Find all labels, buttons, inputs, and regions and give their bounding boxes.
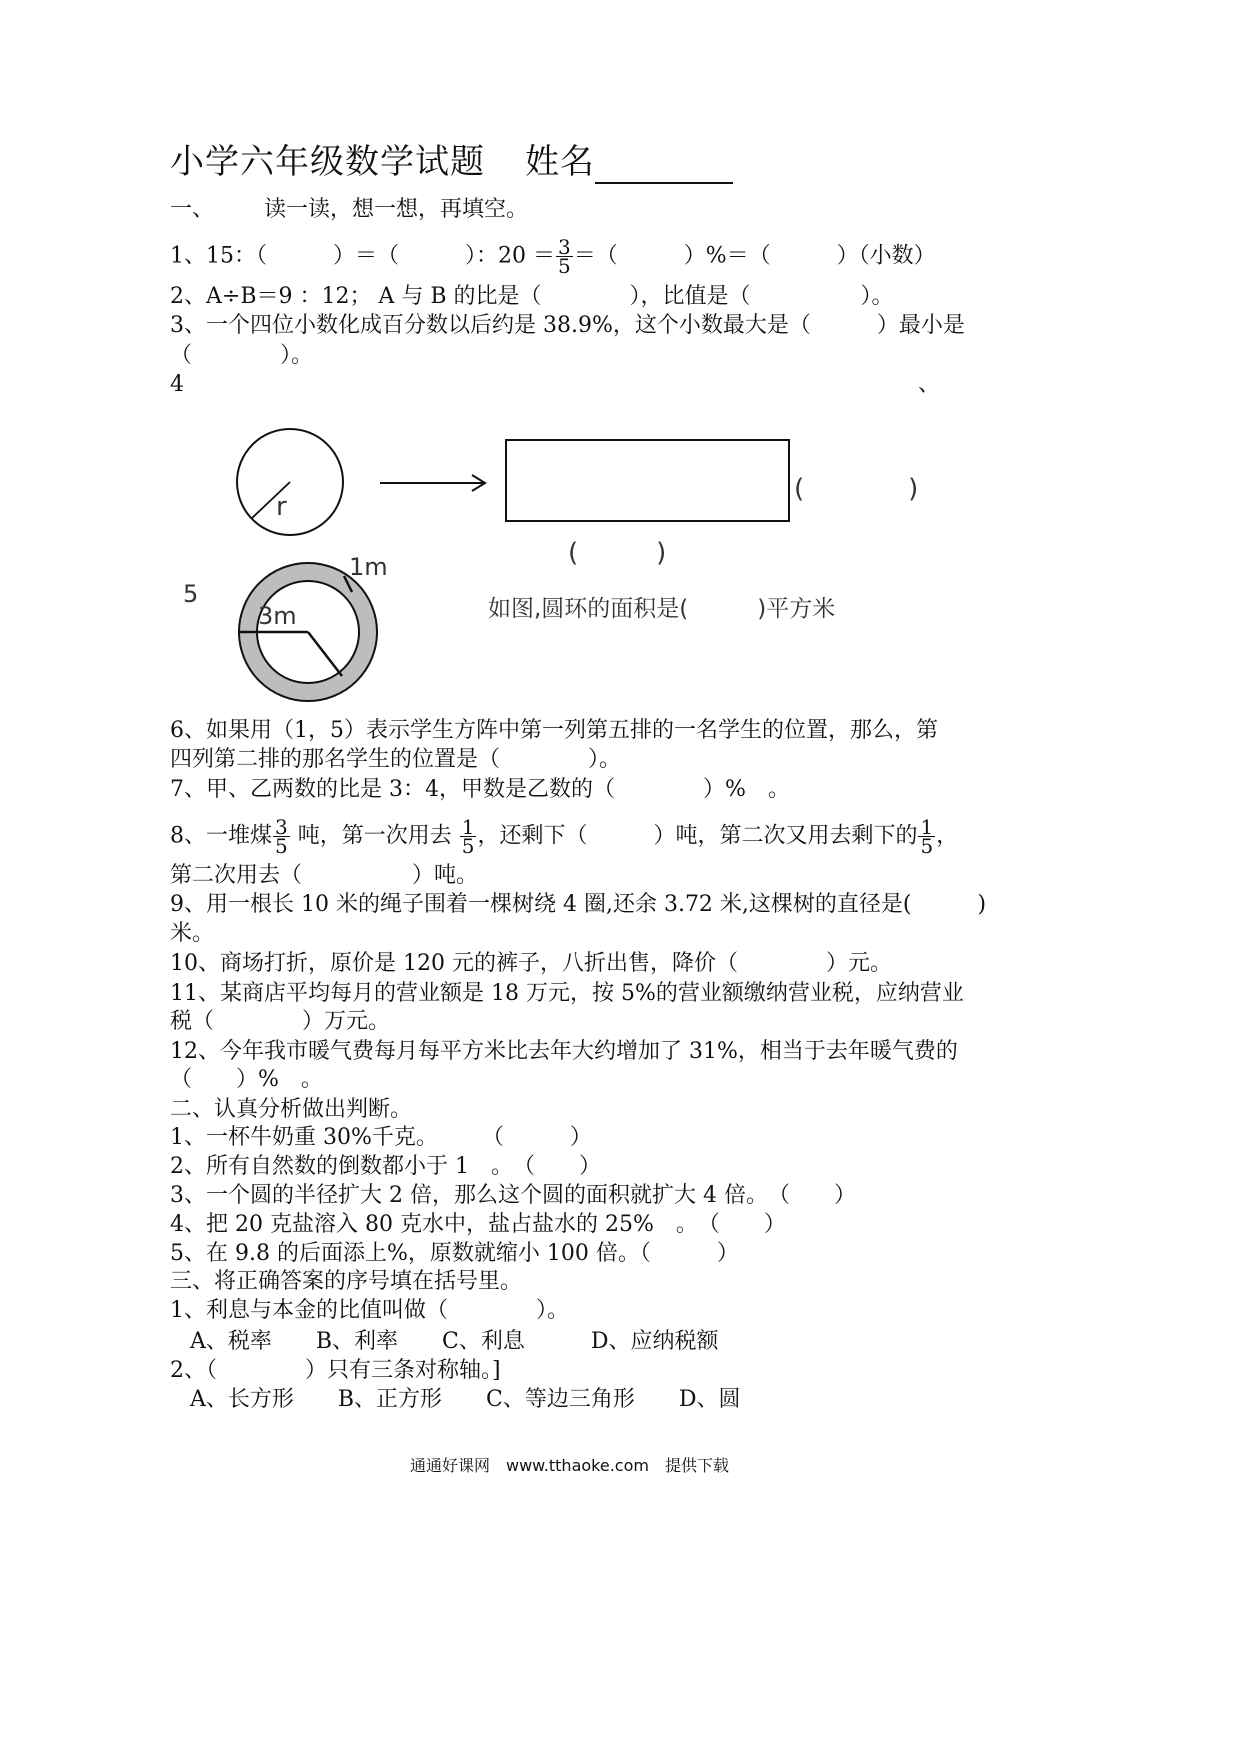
- question-8-text-c: ，还剩下（ ）吨，第二次又用去剩下的: [477, 823, 918, 849]
- judgment-2: 2、所有自然数的倒数都小于 1 。 （ ）: [170, 1154, 601, 1179]
- question-10: 10、商场打折，原价是 120 元的裤子，八折出售，降价（ ）元。: [170, 951, 892, 976]
- fraction-numerator: 3: [275, 815, 288, 839]
- fraction-denominator: 5: [461, 834, 475, 858]
- question-11-line-2: 税（ ）万元。: [170, 1009, 391, 1034]
- outer-radius-line: [308, 632, 342, 676]
- title-text: 小学六年级数学试题: [170, 142, 485, 182]
- question-2: 2、A÷B＝9 ：12； A 与 B 的比是（ ），比值是（ ）。: [170, 284, 894, 309]
- question-4-mark: 、: [918, 372, 941, 397]
- section-3-heading: 三、将正确答案的序号填在括号里。: [170, 1269, 523, 1294]
- fraction-numerator: 1: [461, 815, 475, 839]
- question-8-text-b: 吨，第一次用去: [290, 823, 459, 849]
- judgment-1: 1、一杯牛奶重 30%千克。 （ ）: [170, 1125, 592, 1150]
- judgment-3: 3、一个圆的半径扩大 2 倍，那么这个圆的面积就扩大 4 倍。 （ ）: [170, 1183, 856, 1208]
- question-8-line-1: [170, 815, 959, 858]
- question-4-number: 4: [170, 372, 184, 397]
- rectangle-length-blank[interactable]: ( ): [568, 538, 667, 568]
- question-3-line-1: 3、一个四位小数化成百分数以后约是 38.9%，这个小数最大是（ ）最小是: [170, 313, 965, 338]
- question-12-line-1: 12、今年我市暖气费每月每平方米比去年大约增加了 31%，相当于去年暖气费的: [170, 1039, 958, 1064]
- question-1-part-a: 1、15：（ ）＝（ ）：20 ＝: [170, 243, 555, 269]
- fraction-numerator: 1: [920, 815, 934, 839]
- question-5-number: 5: [183, 580, 199, 608]
- question-9-line-1: 9、用一根长 10 米的绳子围着一棵树绕 4 圈,还余 3.72 米,这棵树的直径是( ): [170, 892, 987, 917]
- section-1-number: 一、: [170, 197, 215, 222]
- footer-credit: 通通好课网 www.tthaoke.com 提供下载: [410, 1456, 729, 1475]
- question-1-part-b: ＝（ ）%＝（ ）（小数）: [573, 243, 936, 269]
- question-11-line-1: 11、某商店平均每月的营业额是 18 万元，按 5%的营业额缴纳营业税，应纳营业: [170, 981, 964, 1006]
- judgment-4: 4、把 20 克盐溶入 80 克水中，盐占盐水的 25% 。 （ ）: [170, 1212, 786, 1237]
- name-label: 姓名: [525, 142, 595, 182]
- question-8-line-2: 第二次用去（ ）吨。: [170, 863, 479, 888]
- radius-label: r: [276, 492, 287, 522]
- question-7: 7、甲、乙两数的比是 3：4，甲数是乙数的（ ）% 。: [170, 777, 790, 802]
- choice-2: 2、（ ）只有三条对称轴。]: [170, 1358, 501, 1383]
- fraction-denominator: 5: [275, 834, 288, 858]
- question-8-text-d: ，: [936, 823, 959, 849]
- question-12-line-2: （ ）% 。: [170, 1067, 323, 1092]
- question-8-text-a: 8、一堆煤: [170, 823, 272, 849]
- fraction-denominator: 5: [557, 254, 571, 278]
- question-6-line-1: 6、如果用（1，5）表示学生方阵中第一列第五排的一名学生的位置，那么，第: [170, 718, 938, 743]
- question-6-line-2: 四列第二排的那名学生的位置是（ ）。: [170, 747, 622, 772]
- section-2-heading: 二、认真分析做出判断。: [170, 1097, 413, 1122]
- ring-width-label: 1m: [349, 553, 388, 581]
- fraction-numerator: 3: [557, 235, 571, 259]
- fraction: [273, 815, 290, 858]
- question-9-line-2: 米。: [170, 921, 215, 946]
- choice-1-options: A、税率 B、利率 C、利息 D、应纳税额: [190, 1329, 719, 1354]
- ring-area-caption: 如图,圆环的面积是( )平方米: [488, 596, 836, 622]
- fraction: [918, 815, 935, 858]
- judgment-5: 5、在 9.8 的后面添上%，原数就缩小 100 倍。（ ）: [170, 1241, 739, 1266]
- section-1-title: 读一读，想一想，再填空。: [264, 197, 529, 222]
- choice-1: 1、利息与本金的比值叫做（ ）。: [170, 1298, 569, 1323]
- inner-radius-label: 3m: [258, 602, 297, 630]
- choice-2-options: A、长方形 B、正方形 C、等边三角形 D、圆: [190, 1387, 741, 1412]
- fraction-denominator: 5: [920, 834, 934, 858]
- rectangle-width-blank[interactable]: ( ): [794, 474, 919, 504]
- question-3-line-2: （ ）。: [170, 343, 314, 368]
- fraction: [460, 815, 477, 858]
